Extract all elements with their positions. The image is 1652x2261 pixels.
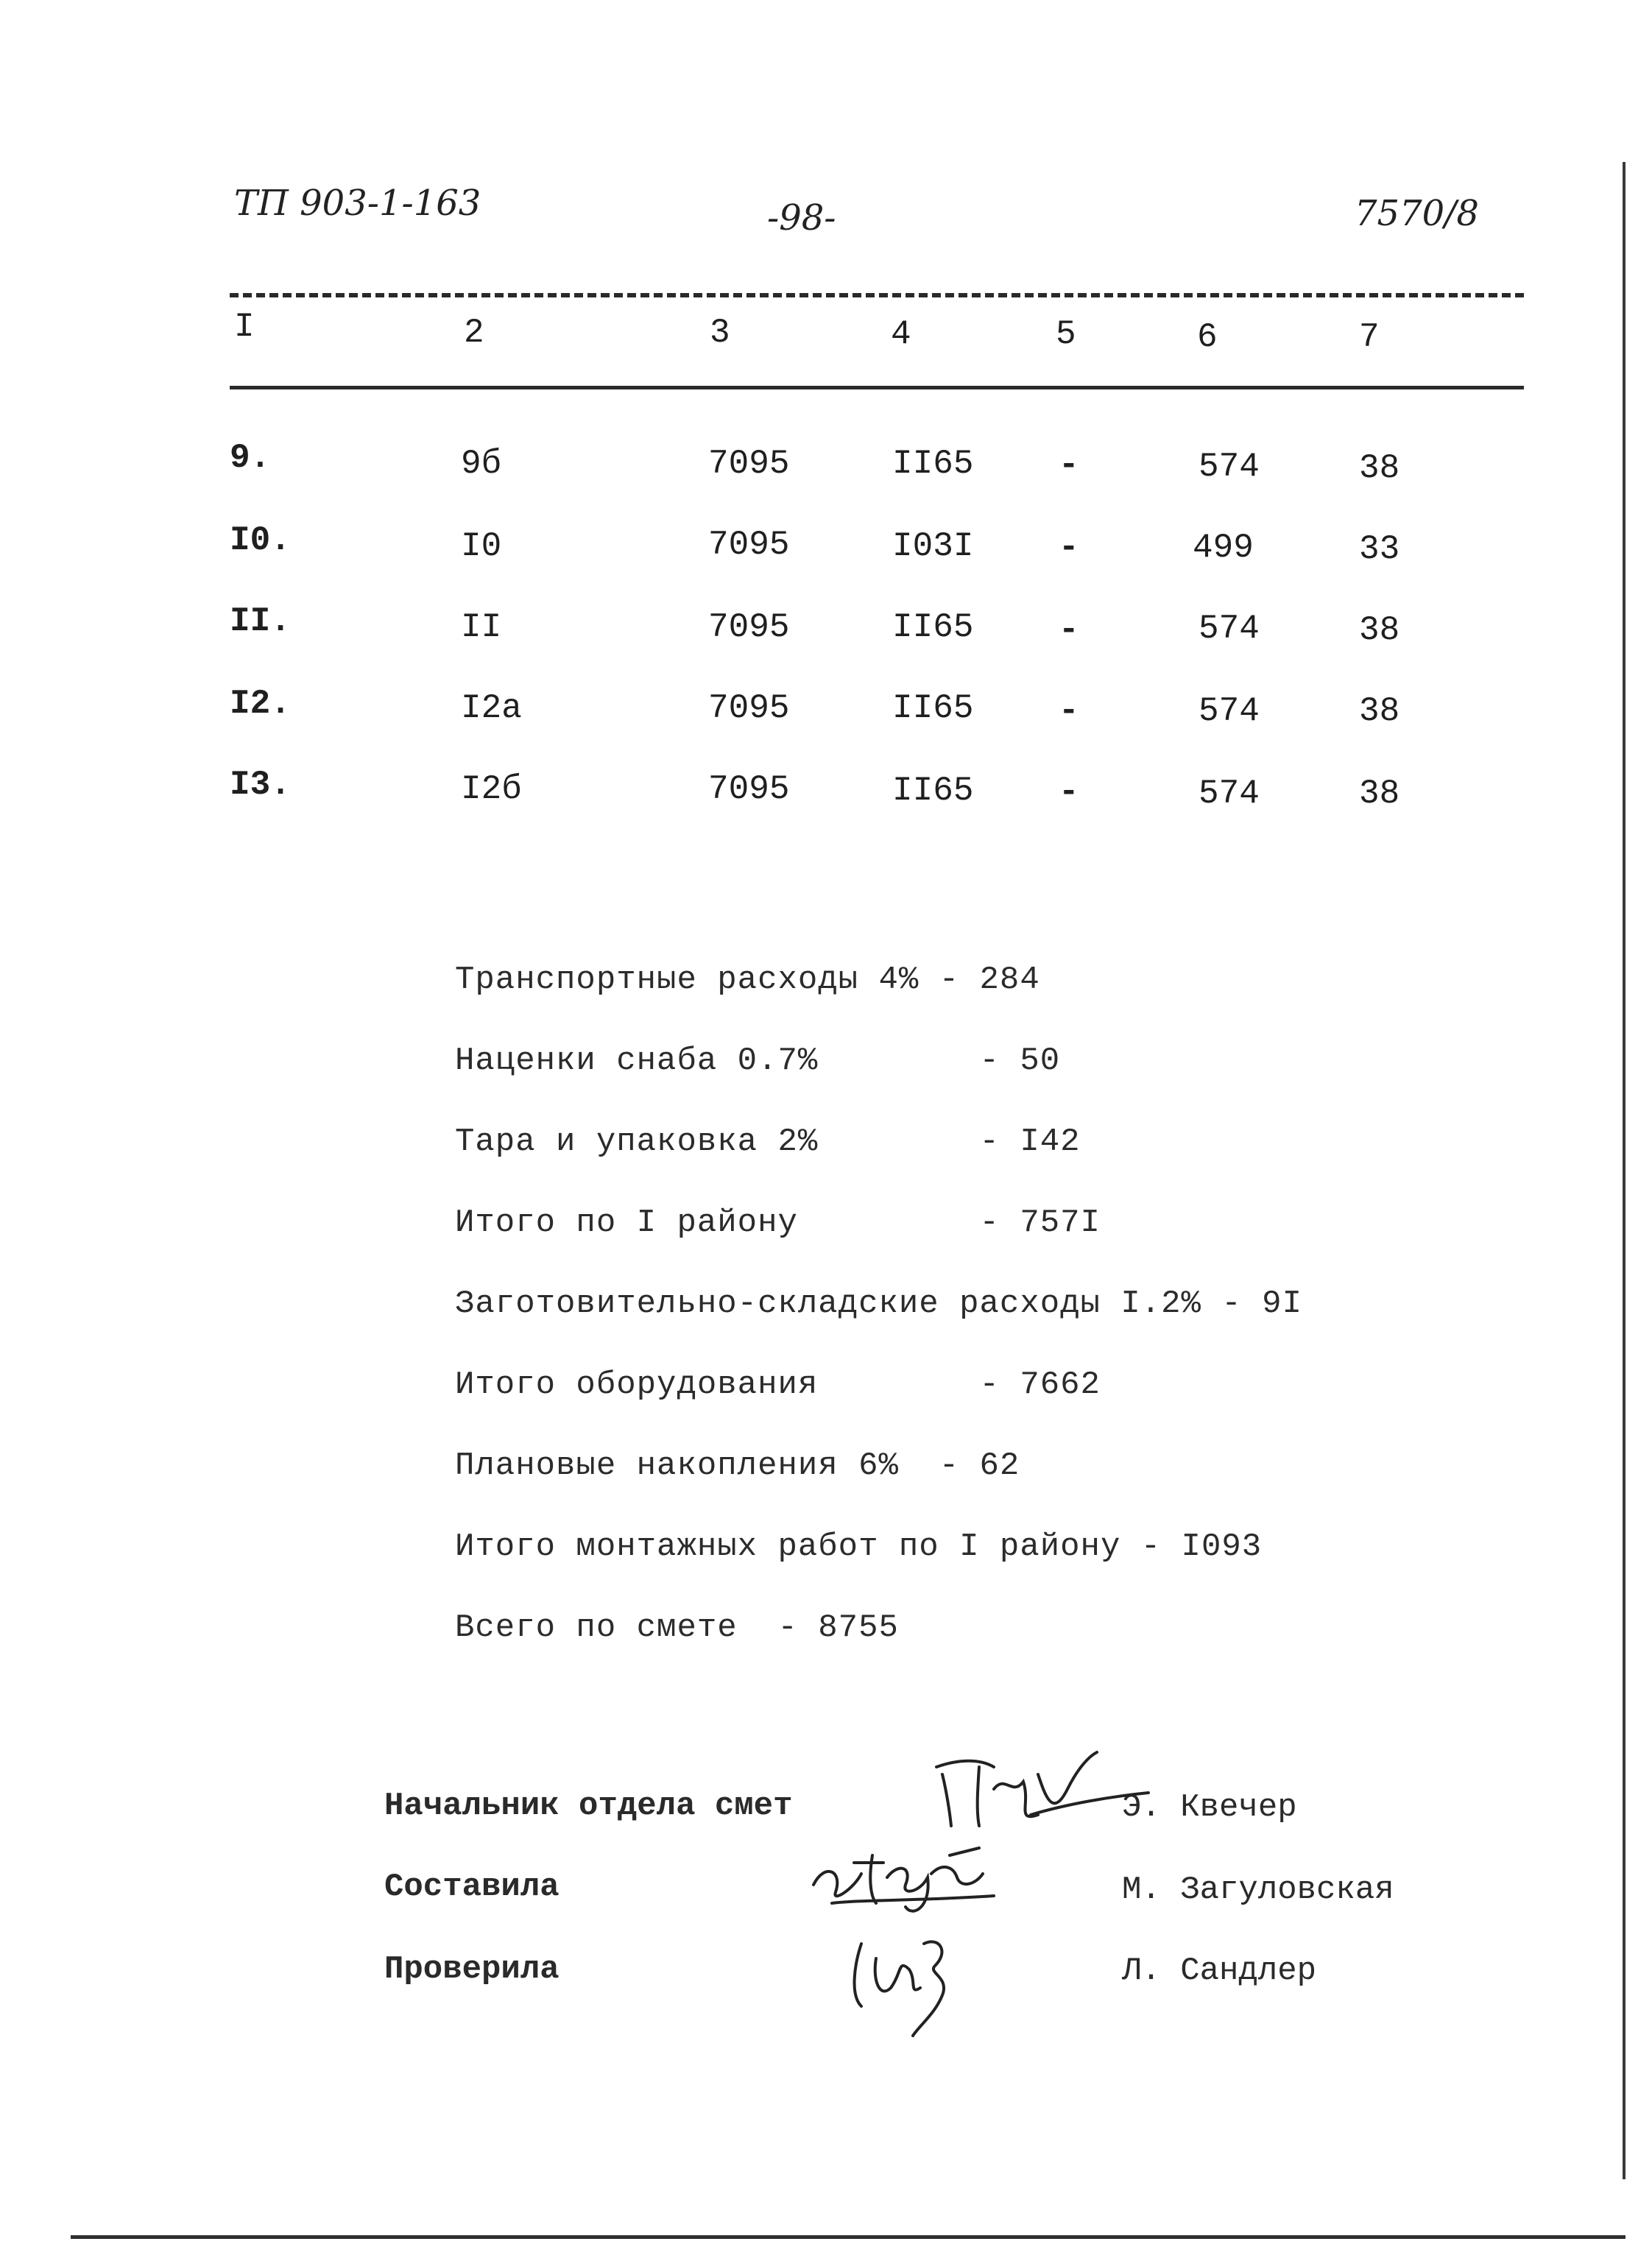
- table-cell: 38: [1359, 611, 1400, 649]
- bottom-border-line: [71, 2235, 1625, 2239]
- column-header-5: 5: [1056, 315, 1076, 353]
- column-header-6: 6: [1197, 318, 1218, 356]
- table-cell: -: [1059, 773, 1079, 811]
- total-line: Итого оборудования - 7662: [455, 1366, 1101, 1403]
- table-cell: II65: [892, 772, 974, 810]
- total-line: Транспортные расходы 4% - 284: [455, 962, 1040, 998]
- table-cell: -: [1059, 692, 1079, 730]
- total-line: Итого по I району - 757I: [455, 1204, 1101, 1241]
- table-cell: I03I: [892, 527, 974, 565]
- table-cell: 9.: [230, 439, 271, 477]
- signature-name-compiler: М. Загуловская: [1122, 1872, 1394, 1908]
- table-cell: I2.: [230, 685, 291, 723]
- document-code: ТП 903-1-163: [234, 183, 481, 224]
- table-cell: 7095: [708, 689, 790, 727]
- total-line: Всего по смете - 8755: [455, 1609, 899, 1646]
- table-cell: 7095: [708, 445, 790, 483]
- dashed-divider: [230, 293, 1524, 297]
- header-rule: [230, 386, 1524, 389]
- table-cell: 33: [1359, 530, 1400, 568]
- page-number: -98-: [767, 197, 836, 239]
- handwritten-signature-head: [920, 1745, 1156, 1848]
- table-cell: 574: [1199, 448, 1260, 486]
- table-cell: 7095: [708, 608, 790, 646]
- table-cell: 38: [1359, 692, 1400, 730]
- table-cell: II.: [230, 602, 291, 641]
- column-header-1: I: [234, 308, 255, 346]
- reference-number: 7570/8: [1355, 193, 1479, 234]
- table-cell: -: [1059, 529, 1079, 567]
- table-cell: 38: [1359, 775, 1400, 813]
- table-cell: I2а: [461, 689, 522, 727]
- table-cell: II: [461, 608, 502, 646]
- total-line: Плановые накопления 6% - 62: [455, 1447, 1020, 1484]
- table-cell: 574: [1199, 610, 1260, 648]
- table-cell: 499: [1193, 529, 1254, 567]
- signature-role-compiler: Составила: [384, 1869, 560, 1905]
- column-header-4: 4: [891, 315, 911, 353]
- total-line: Заготовительно-складские расходы I.2% - 9I: [455, 1285, 1302, 1322]
- table-cell: 7095: [708, 770, 790, 808]
- table-cell: 7095: [708, 526, 790, 564]
- table-cell: 38: [1359, 449, 1400, 487]
- signature-name-head: Э. Квечер: [1122, 1789, 1297, 1826]
- signature-role-checker: Проверила: [384, 1951, 560, 1988]
- signature-role-head: Начальник отдела смет: [384, 1788, 793, 1824]
- table-cell: I3.: [230, 766, 291, 804]
- column-header-7: 7: [1359, 318, 1380, 356]
- table-cell: I0: [461, 527, 502, 565]
- signature-name-checker: Л. Сандлер: [1122, 1953, 1317, 1989]
- table-cell: I0.: [230, 521, 291, 560]
- table-cell: 574: [1199, 692, 1260, 730]
- total-line: Наценки снаба 0.7% - 50: [455, 1043, 1061, 1079]
- total-line: Итого монтажных работ по I району - I093: [455, 1528, 1263, 1565]
- right-border-line: [1623, 162, 1625, 2179]
- totals-block: [455, 962, 1302, 1690]
- table-cell: -: [1059, 446, 1079, 484]
- table-cell: I2б: [461, 770, 522, 808]
- table-cell: 574: [1199, 775, 1260, 813]
- table-cell: II65: [892, 608, 974, 646]
- table-cell: 9б: [461, 445, 502, 483]
- column-header-3: 3: [710, 314, 730, 352]
- table-cell: -: [1059, 611, 1079, 649]
- table-cell: II65: [892, 689, 974, 727]
- total-line: Тара и упаковка 2% - I42: [455, 1124, 1081, 1160]
- handwritten-signature-compiler: [802, 1833, 1016, 1922]
- column-header-2: 2: [464, 314, 484, 352]
- table-cell: II65: [892, 445, 974, 483]
- handwritten-signature-checker: [839, 1914, 986, 2039]
